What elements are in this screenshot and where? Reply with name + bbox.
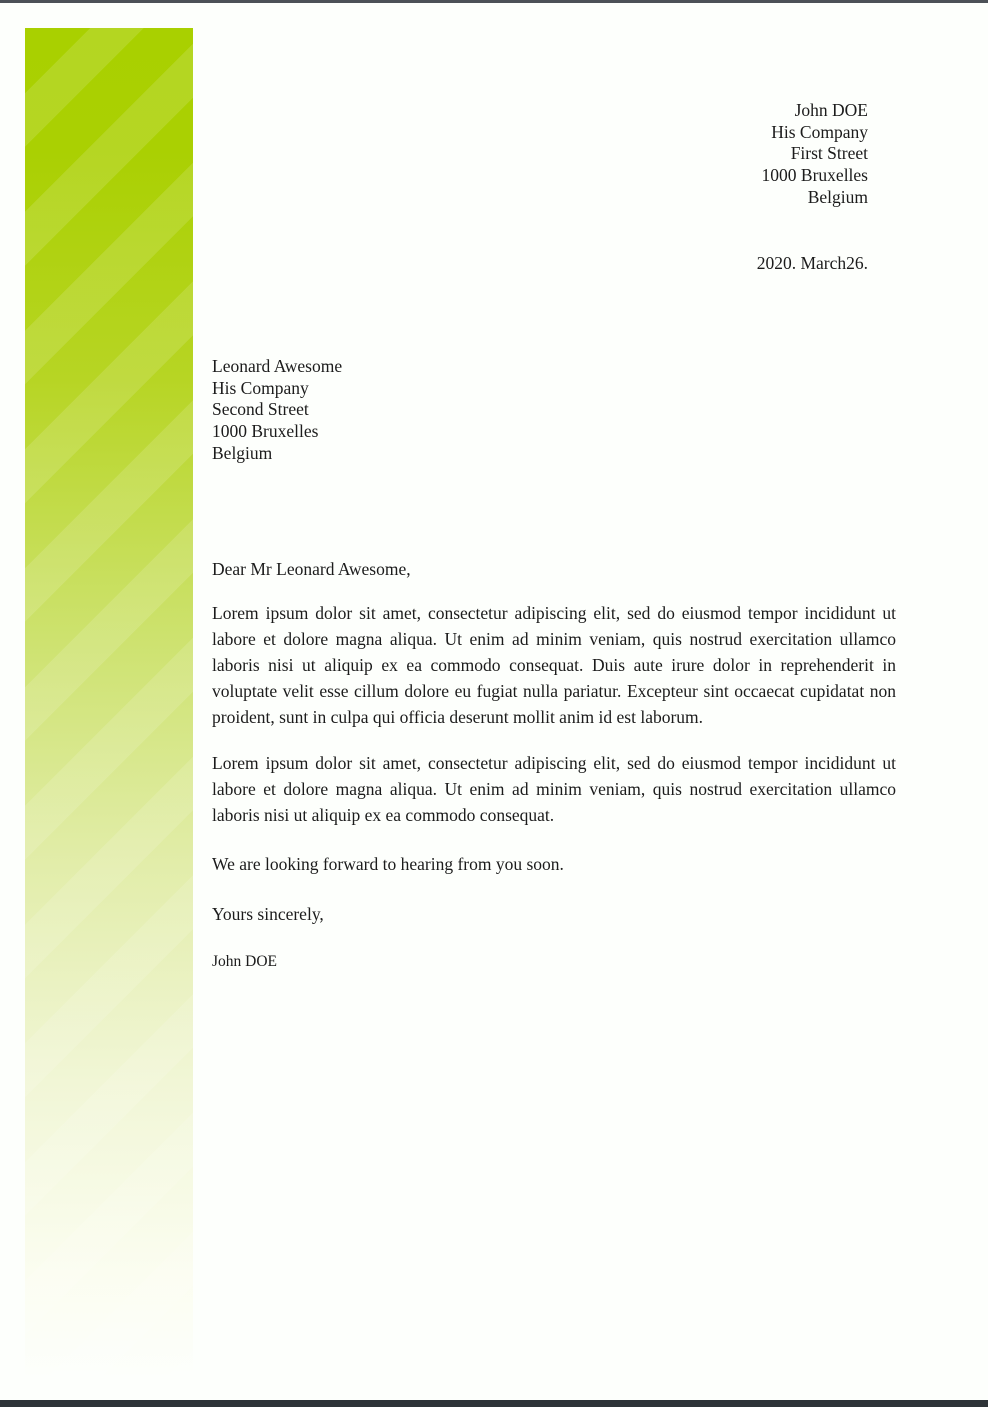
valediction: Yours sincerely,	[212, 904, 324, 924]
salutation: Dear Mr Leonard Awesome,	[212, 559, 411, 579]
recipient-name: Leonard Awesome	[212, 356, 343, 376]
sender-street: First Street	[790, 143, 868, 164]
page-top-border	[0, 0, 988, 3]
sender-city: 1000 Bruxelles	[761, 165, 868, 186]
recipient-city: 1000 Bruxelles	[212, 421, 319, 442]
closing-line: We are looking forward to hearing from you soon.	[212, 854, 564, 874]
recipient-country: Belgium	[212, 442, 273, 463]
sender-address-block	[762, 100, 868, 209]
body-paragraph-2: Lorem ipsum dolor sit amet, consectetur adipiscing elit, sed do eiusmod tempor incididunt ut labore et dolore magna aliqua. Ut enim ad minim veniam, quis nostrud exercitation ullamco laboris nisi ut aliquip ex ea commodo consequat.	[212, 753, 896, 825]
page-bottom-border	[0, 1400, 988, 1407]
green-gradient-sidebar	[25, 28, 193, 1380]
sender-country: Belgium	[807, 186, 868, 207]
sender-company: His Company	[771, 121, 868, 142]
signature-name: John DOE	[212, 953, 278, 970]
body-paragraph-1: Lorem ipsum dolor sit amet, consectetur adipiscing elit, sed do eiusmod tempor incididunt ut labore et dolore magna aliqua. Ut enim ad minim veniam, quis nostrud exercitation ullamco laboris nisi ut aliquip ex ea commodo consequat. Duis aute irure dolor in reprehenderit in voluptate velit esse cillum dolore eu fugiat nulla pariatur. Excepteur sint occaecat cupidatat non proident, sunt in culpa qui officia deserunt mollit anim id est laborum.	[212, 603, 896, 727]
recipient-company: His Company	[212, 377, 309, 398]
letter-date: 2020. March26.	[756, 253, 868, 273]
recipient-street: Second Street	[212, 399, 309, 420]
sender-name: John DOE	[794, 100, 868, 120]
recipient-address-block	[212, 356, 342, 465]
